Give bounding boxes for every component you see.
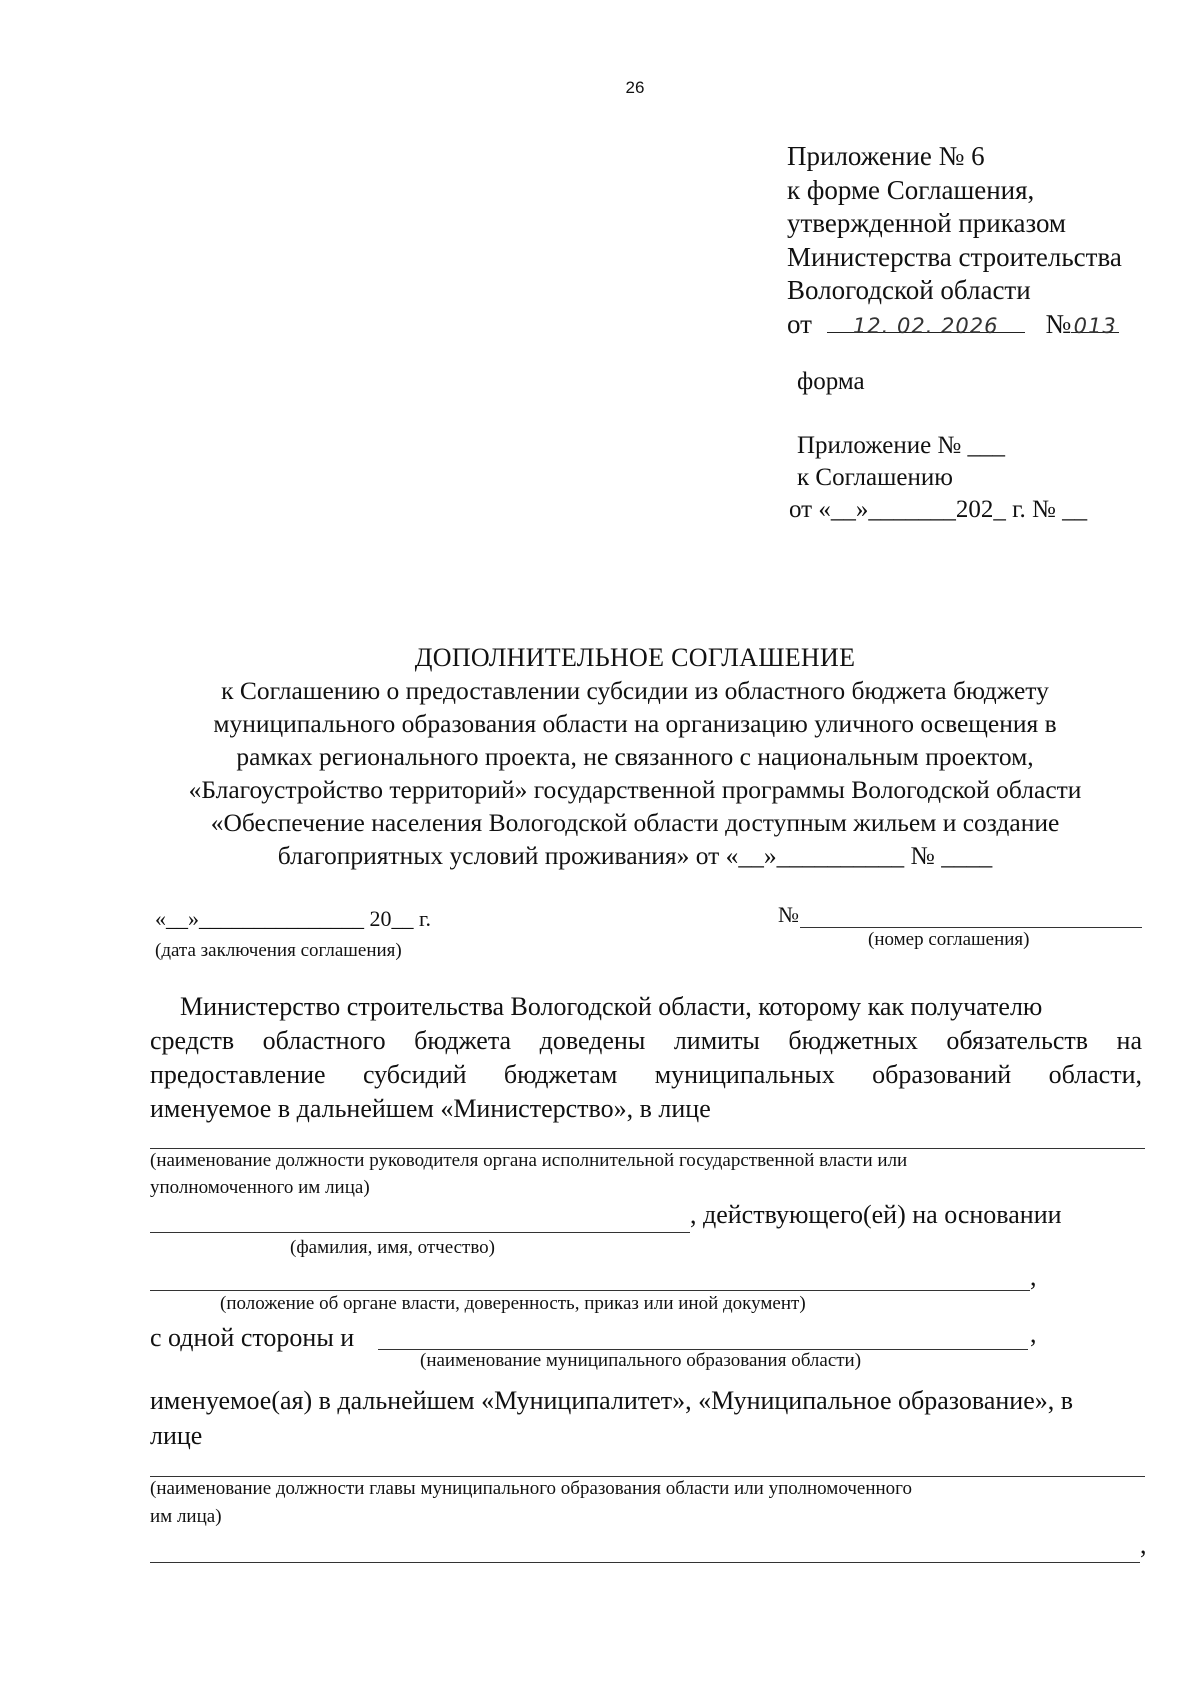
body-paragraph	[150, 990, 1142, 1126]
body-line: Министерство строительства Вологодской области, которому как получателю	[180, 992, 1043, 1021]
appendix-line: утвержденной приказом	[787, 208, 1067, 238]
appendix-blank	[789, 430, 1088, 526]
appendix-blank-line: Приложение № ___	[797, 432, 1006, 459]
head-caption-2: им лица)	[150, 1506, 222, 1527]
number-field-line	[800, 927, 1142, 928]
date-field: «__»_______________ 20__ г.	[155, 906, 432, 931]
page-number: 26	[625, 78, 645, 97]
acting-text: , действующего(ей) на основании	[690, 1200, 1062, 1229]
comma: ,	[1140, 1530, 1147, 1559]
bottom-line	[150, 1562, 1140, 1563]
forma-label: форма	[797, 368, 865, 395]
in-person-text: лице	[150, 1421, 203, 1450]
appendix-blank-line: к Соглашению	[797, 464, 953, 491]
fio-caption: (фамилия, имя, отчество)	[290, 1237, 496, 1258]
position-caption-2: уполномоченного им лица)	[150, 1177, 370, 1198]
comma: ,	[1030, 1262, 1037, 1291]
number-label: №	[1045, 308, 1072, 339]
head-line	[150, 1476, 1145, 1477]
basis-line	[150, 1290, 1030, 1291]
appendix-line: Министерства строительства	[787, 241, 1122, 272]
title-line: «Обеспечение населения Вологодской области доступным жильем и создание	[210, 808, 1060, 837]
handwritten-date: 12. 02. 2026	[827, 308, 1025, 333]
title-line: муниципального образования области на организацию уличного освещения в	[213, 709, 1057, 738]
body-line: именуемое в дальнейшем «Министерство», в лице	[150, 1094, 711, 1123]
appendix-line: к форме Соглашения,	[787, 174, 1035, 205]
appendix-line: Вологодской области	[787, 275, 1031, 305]
date-caption: (дата заключения соглашения)	[155, 940, 402, 961]
appendix-header	[787, 140, 1122, 341]
body-line: предоставление субсидий бюджетам муниципальных образований области,	[150, 1060, 1142, 1089]
appendix-line: Приложение № 6	[787, 141, 985, 171]
one-side-text: с одной стороны и	[150, 1323, 355, 1352]
title-line: к Соглашению о предоставлении субсидии из областного бюджета бюджету	[221, 676, 1049, 705]
body-line: средств областного бюджета доведены лимиты бюджетных обязательств на	[150, 1026, 1142, 1055]
named-as-text: именуемое(ая) в дальнейшем «Муниципалитет», «Муниципальное образование», в	[150, 1386, 1074, 1415]
handwritten-number: 013	[1071, 308, 1119, 333]
from-label: от	[787, 308, 812, 339]
number-field-label: №	[778, 902, 799, 927]
comma: ,	[1030, 1319, 1037, 1348]
fio-line	[150, 1232, 690, 1233]
appendix-blank-line: от «__»_______202_ г. № __	[789, 496, 1088, 523]
position-line	[150, 1148, 1145, 1149]
municipality-caption: (наименование муниципального образования области)	[420, 1350, 862, 1371]
title-line: «Благоустройство территорий» государственной программы Вологодской области	[188, 775, 1082, 804]
position-caption: (наименование должности руководителя органа исполнительной государственной власти или	[150, 1150, 908, 1171]
title-line: рамках регионального проекта, не связанного с национальным проектом,	[236, 742, 1034, 771]
number-caption: (номер соглашения)	[868, 929, 1030, 950]
document-title	[100, 641, 1170, 872]
title-line: благоприятных условий проживания» от «__»__________ № ____	[277, 841, 993, 870]
head-caption: (наименование должности главы муниципального образования области или уполномоченного	[150, 1478, 912, 1499]
appendix-date-line	[787, 308, 1122, 342]
title-heading: ДОПОЛНИТЕЛЬНОЕ СОГЛАШЕНИЕ	[414, 643, 856, 672]
basis-caption: (положение об органе власти, доверенность, приказ или иной документ)	[220, 1293, 806, 1314]
